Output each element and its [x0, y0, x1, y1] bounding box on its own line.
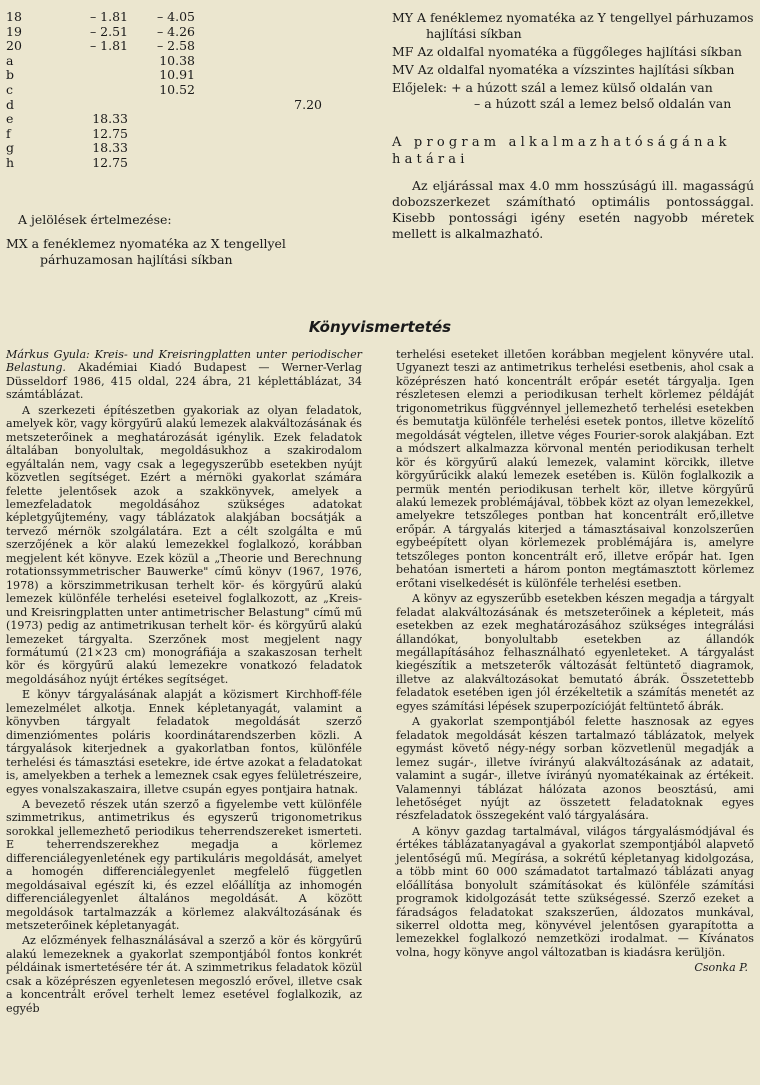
notation-my: MY A fenéklemez nyomatéka az Y tengellyel párhuzamos hajlítási síkban: [392, 10, 754, 41]
table-cell-c2: 10.91: [159, 67, 195, 83]
bibliography-details: Akadémiai Kiadó Budapest — Werner-Verlag Düsseldorf 1986, 415 oldal, 224 ábra, 21 képlettáblázat, 34 számtáblázat.: [6, 361, 362, 402]
table-cell-label: b: [6, 67, 15, 83]
table-cell-label: d: [6, 96, 15, 112]
table-cell-c1: – 2.51: [89, 23, 128, 39]
table-cell-c1: 18.33: [92, 140, 128, 156]
notation-left: [6, 212, 341, 268]
table-cell-label: c: [6, 81, 14, 97]
review-paragraph: E könyv tárgyalásának alapját a közismert Kirchhoff-féle lemezelmélet alkotja. Ennek képletanyagát, valamint a könyvben tárgyalt feladatok megoldását szerző dimenziómentes poláris koordinátarendszerben közli. A tárgyalások kiterjednek a gyakorlatban fontos, különféle terhelési és támasztási esetekre, ide értve azokat a feladatokat is, amelyekben a terhek a lemeznek csak egyes felületrészeire, egyes vonalszakaszaira, illetve csupán egyes pontjaira hatnak.: [6, 688, 362, 796]
review-paragraph: A bevezető részek után szerző a figyelembe vett különféle szimmetrikus, antimetrikus és egyszerű trigonometrikus sorokkal jellemezhető periodikus teherrendszereket ismerteti. E teherrendszerekhez megadja a körlemez differenciálegyenletének egy partikuláris megoldását, amelyet a homogén differenciálegyenlet megfelelő független megoldásaival egészít ki, és ezzel előállítja az inhomogén differenciálegyenlet általános megoldását. A között megoldások tartalmazzák a körlemez alakváltozásának és metszeterőinek képletanyagát.: [6, 797, 362, 933]
table-cell-label: 18: [6, 9, 22, 24]
table-cell-c1: – 1.81: [89, 38, 128, 54]
review-paragraph: terhelési eseteket illetően korábban megjelent könyvére utal. Ugyanezt teszi az antimetrikus terhelési esetbenis, ahol csak a középrészen ható koncentrált erőpár esetét tárgyalja. Igen részletesen elemzi a periodikusan terhelt körlemez példáját trigonometrikus függvénnyel jellemezhető terhelési esetekben és bemutatja különféle terhelési esetek pontos, illetve közelítő megoldását végtelen, illetve véges Fourier-sorok alakjában. Ezt a módszert alkalmazza körvonal mentén periodikusan terhelt kör és körgyűrű alakú lemezek, valamint körcikk, illetve körgyűrűcikk alakú lemezek esetében is. Külön foglalkozik a permük mentén periodikusan terhelt kör, illetve körgyűrű alakú lemezek problémájával, többek közt az olyan lemezekkel, amelyekre tetszőleges pontban hat koncentrált erő,illetve erőpár. A tárgyalás kiterjed a támasztásaival konzolszerűen egybeépített olyan körlemezek problémájára is, amelyre tetszőleges ponton koncentrált erő, illetve erőpár hat. Igen behatóan ismerteti a három ponton megtámasztott körlemez erőtani viselkedését is különféle terhelési esetben.: [396, 348, 754, 590]
review-column-left: [6, 348, 362, 1017]
table-cell-c1: 18.33: [92, 111, 128, 127]
table-cell-c1: 12.75: [92, 125, 128, 141]
table-row: [6, 10, 336, 25]
table-cell-c2: – 4.26: [156, 23, 195, 39]
review-paragraph: A könyv gazdag tartalmával, világos tárgyalásmódjával és értékes táblázatanyagával a gyakorlat szempontjából alapvető jelentőségű mű. Megírása, a sokrétű képletanyag kidolgozása, a több mint 60 000 számadatot tartalmazó táblázati anyag előállítása bonyolult számításokat és különféle számítási programok kidolgozását tette szükségessé. Szerző ezeket a fáradságos feladatokat szakszerűen, áldozatos munkával, sikerrel oldotta meg, könyvével jelentősen gyarapította a lemezekkel foglalkozó nemzetközi irodalmat. — Kívánatos volna, hogy könyve angol változatban is kiadásra kerüljön.: [396, 824, 754, 959]
table-cell-label: g: [6, 140, 15, 156]
table-cell-label: h: [6, 154, 15, 170]
sign-legend: [392, 80, 754, 112]
notation-mf: MF Az oldalfal nyomatéka a függőleges hajlítási síkban: [392, 44, 742, 59]
review-title: Könyvismertetés: [308, 318, 452, 336]
table-row: [6, 68, 336, 83]
table-cell-label: a: [6, 52, 14, 68]
program-text: Az eljárással max 4.0 mm hosszúságú ill. magasságú dobozszerkezet számítható optimális pontossággal. Kisebb pontossági igény esetén nagyobb méretek mellett is alkalmazható.: [392, 178, 754, 241]
table-cell-c2: – 2.58: [156, 38, 195, 54]
sign-plus: Előjelek: + a húzott szál a lemez külső oldalán van: [392, 80, 713, 95]
previous-article-end: [0, 0, 760, 295]
table-row: [6, 39, 336, 54]
review-paragraph: A könyv az egyszerűbb esetekben készen megadja a tárgyalt feladat alakváltozásának és metszeterőinek a képleteit, más esetekben az ezek meghatározásához szükséges integrálási állandókat, bonyolultabb esetekben az állandók megállapításához felhasználható egyenleteket. A tárgyalást kiegészítik a metszeterők változását feltüntető diagramok, illetve az alakváltozásokat bemutató ábrák. Összetettebb feladatok esetében igen jól érzékeltetik a számítás menetét az egyes számítási lépések szuperpozícióját feltüntető ábrák.: [396, 592, 754, 713]
notation-mx: MX a fenéklemez nyomatéka az X tengellyel párhuzamosan hajlítási síkban: [6, 236, 286, 267]
table-cell-label: f: [6, 125, 11, 141]
table-cell-c1: – 1.81: [89, 9, 128, 24]
notation-mv: MV Az oldalfal nyomatéka a vízszintes hajlítási síkban: [392, 62, 735, 77]
sign-minus: – a húzott szál a lemez belső oldalán van: [474, 96, 732, 111]
table-cell-label: 20: [6, 38, 22, 54]
bibliography-title: Márkus Gyula: Kreis- und Kreisringplatten unter periodischer Belastung.: [6, 348, 362, 375]
program-heading: A program alkalmazhatóságának határai: [392, 135, 731, 167]
table-row: [6, 98, 336, 113]
reviewer-signature: Csonka P.: [694, 961, 748, 975]
table-row: [6, 112, 336, 127]
table-cell-label: 19: [6, 23, 22, 39]
table-row: [6, 83, 336, 98]
table-row: [6, 141, 336, 156]
table-cell-c1: 12.75: [92, 154, 128, 170]
review-column-right: [396, 348, 754, 975]
notation-heading: A jelölések értelmezése:: [18, 212, 172, 227]
table-cell-c2: 10.38: [159, 52, 195, 68]
table-cell-label: e: [6, 111, 14, 127]
table-cell-c2: 10.52: [159, 81, 195, 97]
table-row: [6, 25, 336, 40]
bibliography: [6, 348, 362, 402]
results-table: [6, 10, 336, 171]
table-row: [6, 156, 336, 171]
review-paragraph: Az előzmények felhasználásával a szerző a kör és körgyűrű alakú lemezeknek a gyakorlat szempontjából fontos konkrét példáinak ismertetésére tér át. A szimmetrikus feladatok közül csak a középrészen egyenletesen megoszló erővel, illetve csak a koncentrált erővel terhelt lemez esetével foglalkozik, az egyéb: [6, 934, 362, 1015]
table-row: [6, 54, 336, 69]
notation-right: [392, 10, 754, 242]
review-paragraph: A szerkezeti építészetben gyakoriak az olyan feladatok, amelyek kör, vagy körgyűrű alakú lemezek alakváltozásának és metszeterőinek a meghatározását igénylik. Ezek feladatok általában bonyolultak, megoldásukhoz a szakirodalom egyáltalán nem, vagy csak a legegyszerűbb esetekben nyújt közvetlen segítséget. Ezért a mérnöki gyakorlat számára felette jelentősek azok a szakkönyvek, amelyek a lemezfeladatok megoldásához szükséges adatokat képletgyűjtemény, vagy táblázatok alakjában bocsátják a tervező mérnök szolgálatára. Ezt a célt szolgálta e mű szerzőjének a kör alakú lemezekkel foglalkozó, korábban megjelent két könyve. Ezek közül a „Theorie und Berechnung rotationssymmetrischer Bauwerke" című könyv (1967, 1976, 1978) a körszimmetrikusan terhelt kör- és körgyűrű alakú lemezek különféle terhelési eseteivel foglalkozott, az „Kreis- und Kreisringplatten unter antimetrischer Belastung" című mű (1973) pedig az antimetrikusan terhelt kör- és körgyűrű alakú lemezeket tárgyalta. Szerzőnek most megjelent nagy formátumú (21×23 cm) monográfiája a szakaszosan terhelt kör és körgyűrű alakú lemezekre vonatkozó feladatok megoldásához nyújt értékes segítséget.: [6, 403, 362, 686]
table-row: [6, 127, 336, 142]
table-cell-c3: 7.20: [294, 96, 322, 112]
review-paragraph: A gyakorlat szempontjából felette hasznosak az egyes feladatok megoldását készen tartalmazó táblázatok, melyek egymást követő négy-négy sorban közvetlenül megadják a lemez sugár-, illetve ívirányú alakváltozásának az adatait, valamint a sugár-, illetve ívirányú nyomatékainak az értékeit. Valamennyi táblázat hálózata azonos beosztású, ami lehetőséget nyújt az összetett feladatoknak egyes részfeladatok összegeként való tárgyalására.: [396, 715, 754, 823]
table-cell-c2: – 4.05: [156, 9, 195, 24]
